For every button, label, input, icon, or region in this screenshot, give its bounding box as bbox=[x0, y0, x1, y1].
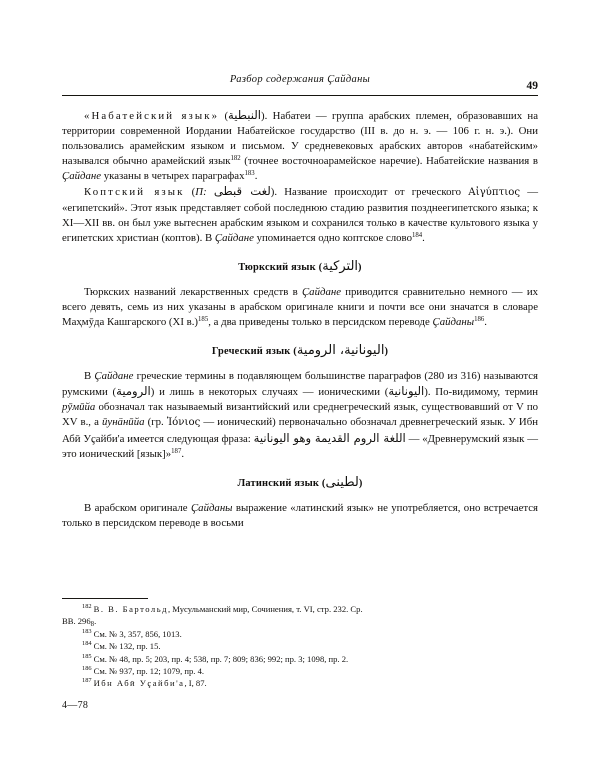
paragraph-turkic-b: приводится сравнительно немного — их всего девять, семь из них указаны в арабском оригинале книги и почти все они значатся в словаре Маҳмӯда Кашгарского (XI в.) bbox=[62, 285, 538, 329]
section-heading-latin-ar: لطينى bbox=[325, 474, 359, 490]
paragraph-greek-g: — ионический) первоначально обозначал древнегреческий язык. У Ибн Абӣ Уҫайби'а имеется следующая фраза: bbox=[62, 416, 538, 445]
paragraph-latin bbox=[62, 501, 538, 531]
work-title-saydana: Ҫайдане bbox=[214, 231, 254, 244]
paragraph-nabatean-tail: (точнее восточноарамейское наречие). Набатейские названия в bbox=[240, 155, 539, 168]
footnote-186-text: См. № 937, пр. 12; 1079, пр. 4. bbox=[93, 666, 205, 677]
footnote-182-author: В. В. Бартольд bbox=[93, 604, 168, 614]
footnote-number-182: 182 bbox=[82, 603, 92, 610]
running-head bbox=[62, 74, 538, 92]
paragraph-greek-b: греческие термины в подавляющем большинстве параграфов (280 из 316) называются румскими ( bbox=[62, 370, 538, 399]
footnote-186 bbox=[62, 665, 538, 677]
term-rumiya: рӯмӣйа bbox=[62, 401, 96, 414]
work-title-saydana: Ҫайдане bbox=[94, 370, 134, 383]
paragraph-coptic: Коптский язык (П: لغت قبطى). Название происходит от греческого Αἰγύπτιος — «египетский». Этот язык представляет собой последнюю стадию развития позднеегипетского языка; к XI—XII вв. он был уже вытеснен арабским языком и сохранился только в качестве культового языка у египетских христиан (коптов). В Ҫайдане упоминается одно коптское слово$^{184}$. bbox=[62, 184, 539, 244]
footnote-separator-rule bbox=[62, 598, 148, 599]
paragraph-greek-f: (гр. bbox=[144, 416, 167, 429]
paragraph-coptic-text: Название происходит от греческого bbox=[277, 186, 469, 199]
arabic-yunaniya: اليونانية bbox=[388, 384, 425, 399]
footnote-182-wrap: ВВ. 296 bbox=[62, 616, 91, 627]
greek-word-ionios: Ἰόνιος bbox=[166, 417, 201, 429]
arabic-coptic: لغت قبطى bbox=[213, 184, 271, 199]
running-head-title: Разбор содержания Ҫайданы bbox=[229, 74, 371, 85]
footnote-ref-185: 185 bbox=[198, 315, 209, 323]
section-heading-latin-ru: Латинский язык bbox=[237, 477, 320, 489]
paragraph-greek-i: . bbox=[181, 447, 185, 460]
footnote-number-185: 185 bbox=[82, 652, 92, 660]
section-heading-greek-ru: Греческий язык bbox=[211, 346, 291, 358]
footnote-187-author: Ибн Абӣ Уҫайби'а bbox=[93, 678, 185, 689]
footnote-183-text: См. № 3, 357, 856, 1013. bbox=[93, 628, 182, 639]
footnote-185 bbox=[62, 653, 538, 665]
footnote-182-text: , Мусульманский мир, Сочинения, т. VI, стр. 232. Ср. bbox=[168, 604, 363, 614]
work-title-saydany: Ҫайданы bbox=[432, 316, 475, 329]
footnote-187-text: , I, 87. bbox=[184, 678, 207, 689]
footnote-number-183: 183 bbox=[82, 627, 92, 635]
footnote-183 bbox=[62, 628, 538, 640]
paragraph-turkic-a: Тюркских названий лекарственных средств в bbox=[84, 285, 302, 298]
work-title-saydana: Ҫайдане bbox=[62, 170, 102, 183]
footnote-185-text: См. № 48, пр. 5; 203, пр. 4; 538, пр. 7; 809; 836; 992; пр. 3; 1098, пр. 2. bbox=[93, 653, 349, 664]
footnote-number-184: 184 bbox=[82, 640, 92, 648]
page-number: 49 bbox=[526, 80, 538, 92]
paragraph-nabatean-end: указаны в четырех параграфах bbox=[101, 170, 245, 183]
footnote-ref-182: 182 bbox=[230, 155, 241, 163]
paragraph-greek bbox=[62, 369, 538, 462]
arabic-nabatean: النبطية bbox=[228, 108, 262, 122]
inline-heading-coptic: Коптский язык bbox=[84, 186, 185, 199]
signature-mark: 4—78 bbox=[62, 700, 89, 711]
section-heading-turkic-ru: Тюркский язык bbox=[238, 261, 316, 273]
footnote-ref-187: 187 bbox=[171, 447, 182, 455]
body-text bbox=[62, 108, 538, 531]
section-heading-latin: Латинский язык (لطينى) bbox=[237, 474, 363, 490]
paragraph-latin-a: В арабском оригинале bbox=[84, 501, 191, 514]
section-heading-turkic: Тюркский язык (التركية) bbox=[238, 258, 362, 274]
footnote-number-186: 186 bbox=[82, 665, 92, 673]
footnote-ref-186: 186 bbox=[474, 315, 485, 323]
paragraph-greek-a: В bbox=[84, 370, 95, 383]
inline-heading-nabatean: «Набатейский язык» bbox=[84, 110, 220, 122]
paragraph-nabatean: «Набатейский язык» (النبطية). Набатеи — группа арабских племен, образовавших на территории современной Иордании Набатейское государство (III в. до н. э. — 106 г. н. э.). Они пользовались арамейским языком и письмом. У средневековых арабских авторов «набатейским» назывался обычно арамейский язык$^{182}$ (точнее восточноарамейское наречие). Набатейские названия в Ҫайдане указаны в четырех параграфах$^{183}$. bbox=[62, 108, 539, 183]
footnote-182-wrap-end: . bbox=[94, 616, 97, 627]
footnote-ref-183: 183 bbox=[244, 170, 255, 178]
work-title-saydany: Ҫайданы bbox=[190, 501, 233, 514]
footnote-182 bbox=[62, 603, 538, 615]
section-heading-greek-ar: اليونانية، الرومية bbox=[296, 343, 385, 359]
paragraph-latin-b: выражение «латинский язык» не употребляется, оно встречается только в персидском переводе в восьми bbox=[62, 501, 538, 529]
paragraph-greek-c: ) и лишь в некоторых случаях — ионическими ( bbox=[150, 386, 389, 399]
footnote-184-text: См. № 132, пр. 15. bbox=[93, 641, 161, 652]
paragraph-greek-d: ). По-видимому, термин bbox=[424, 386, 538, 399]
section-heading-turkic-ar: التركية bbox=[322, 258, 359, 274]
footnote-number-187: 187 bbox=[82, 677, 92, 685]
header-rule bbox=[62, 95, 538, 96]
paragraph-turkic-c: , а два приведены только в персидском переводе bbox=[208, 316, 433, 329]
paragraph-greek-h: — «Древнерумский язык — это ионический [язык]» bbox=[62, 432, 539, 460]
footnote-187 bbox=[62, 677, 538, 689]
footnote-184 bbox=[62, 640, 538, 652]
term-yunaniya: ӣунӓнӣйа bbox=[102, 416, 145, 429]
paragraph-coptic-end: упоминается одно коптское слово bbox=[253, 231, 412, 244]
paragraph-coptic-mid: — «египетский». Этот язык представляет собой последнюю стадию развития позднеегипетского языка; к XI—XII вв. он был уже вытеснен арабским языком и сохранился только в качестве культового языка у египетских христиан (коптов). В bbox=[62, 186, 539, 244]
arabic-quotation: اللغة الروم القديمة وهو اليونانية bbox=[253, 430, 406, 445]
section-heading-greek: Греческий язык (اليونانية، الرومية) bbox=[211, 343, 389, 359]
footnote-182-continuation bbox=[62, 615, 538, 627]
footnote-182-wrap-sub: 8 bbox=[90, 621, 95, 629]
greek-word-aigyptios: Αἰγύπτιος bbox=[468, 187, 521, 199]
paragraph-greek-e: обозначал так называемый византийский или среднегреческий язык, существовавший от V по XV в., а bbox=[62, 401, 538, 429]
paragraph-turkic bbox=[62, 285, 538, 330]
footnote-block bbox=[62, 598, 538, 690]
work-title-saydana: Ҫайдане bbox=[301, 285, 341, 298]
arabic-rumiya: الرومية bbox=[116, 384, 151, 399]
paragraph-nabatean-text: Набатеи — группа арабских племен, образовавших на территории современной Иордании Набатейское государство (III в. до н. э. — 106 г. н. э.). Они пользовались арамейским языком и письмом. У средневековых арабских авторов «набатейским» назывался обычно арамейский язык bbox=[62, 110, 538, 168]
paragraph-turkic-d: . bbox=[484, 316, 487, 329]
footnote-ref-184: 184 bbox=[411, 231, 423, 239]
manuscript-siglum-p: П: bbox=[195, 186, 207, 199]
